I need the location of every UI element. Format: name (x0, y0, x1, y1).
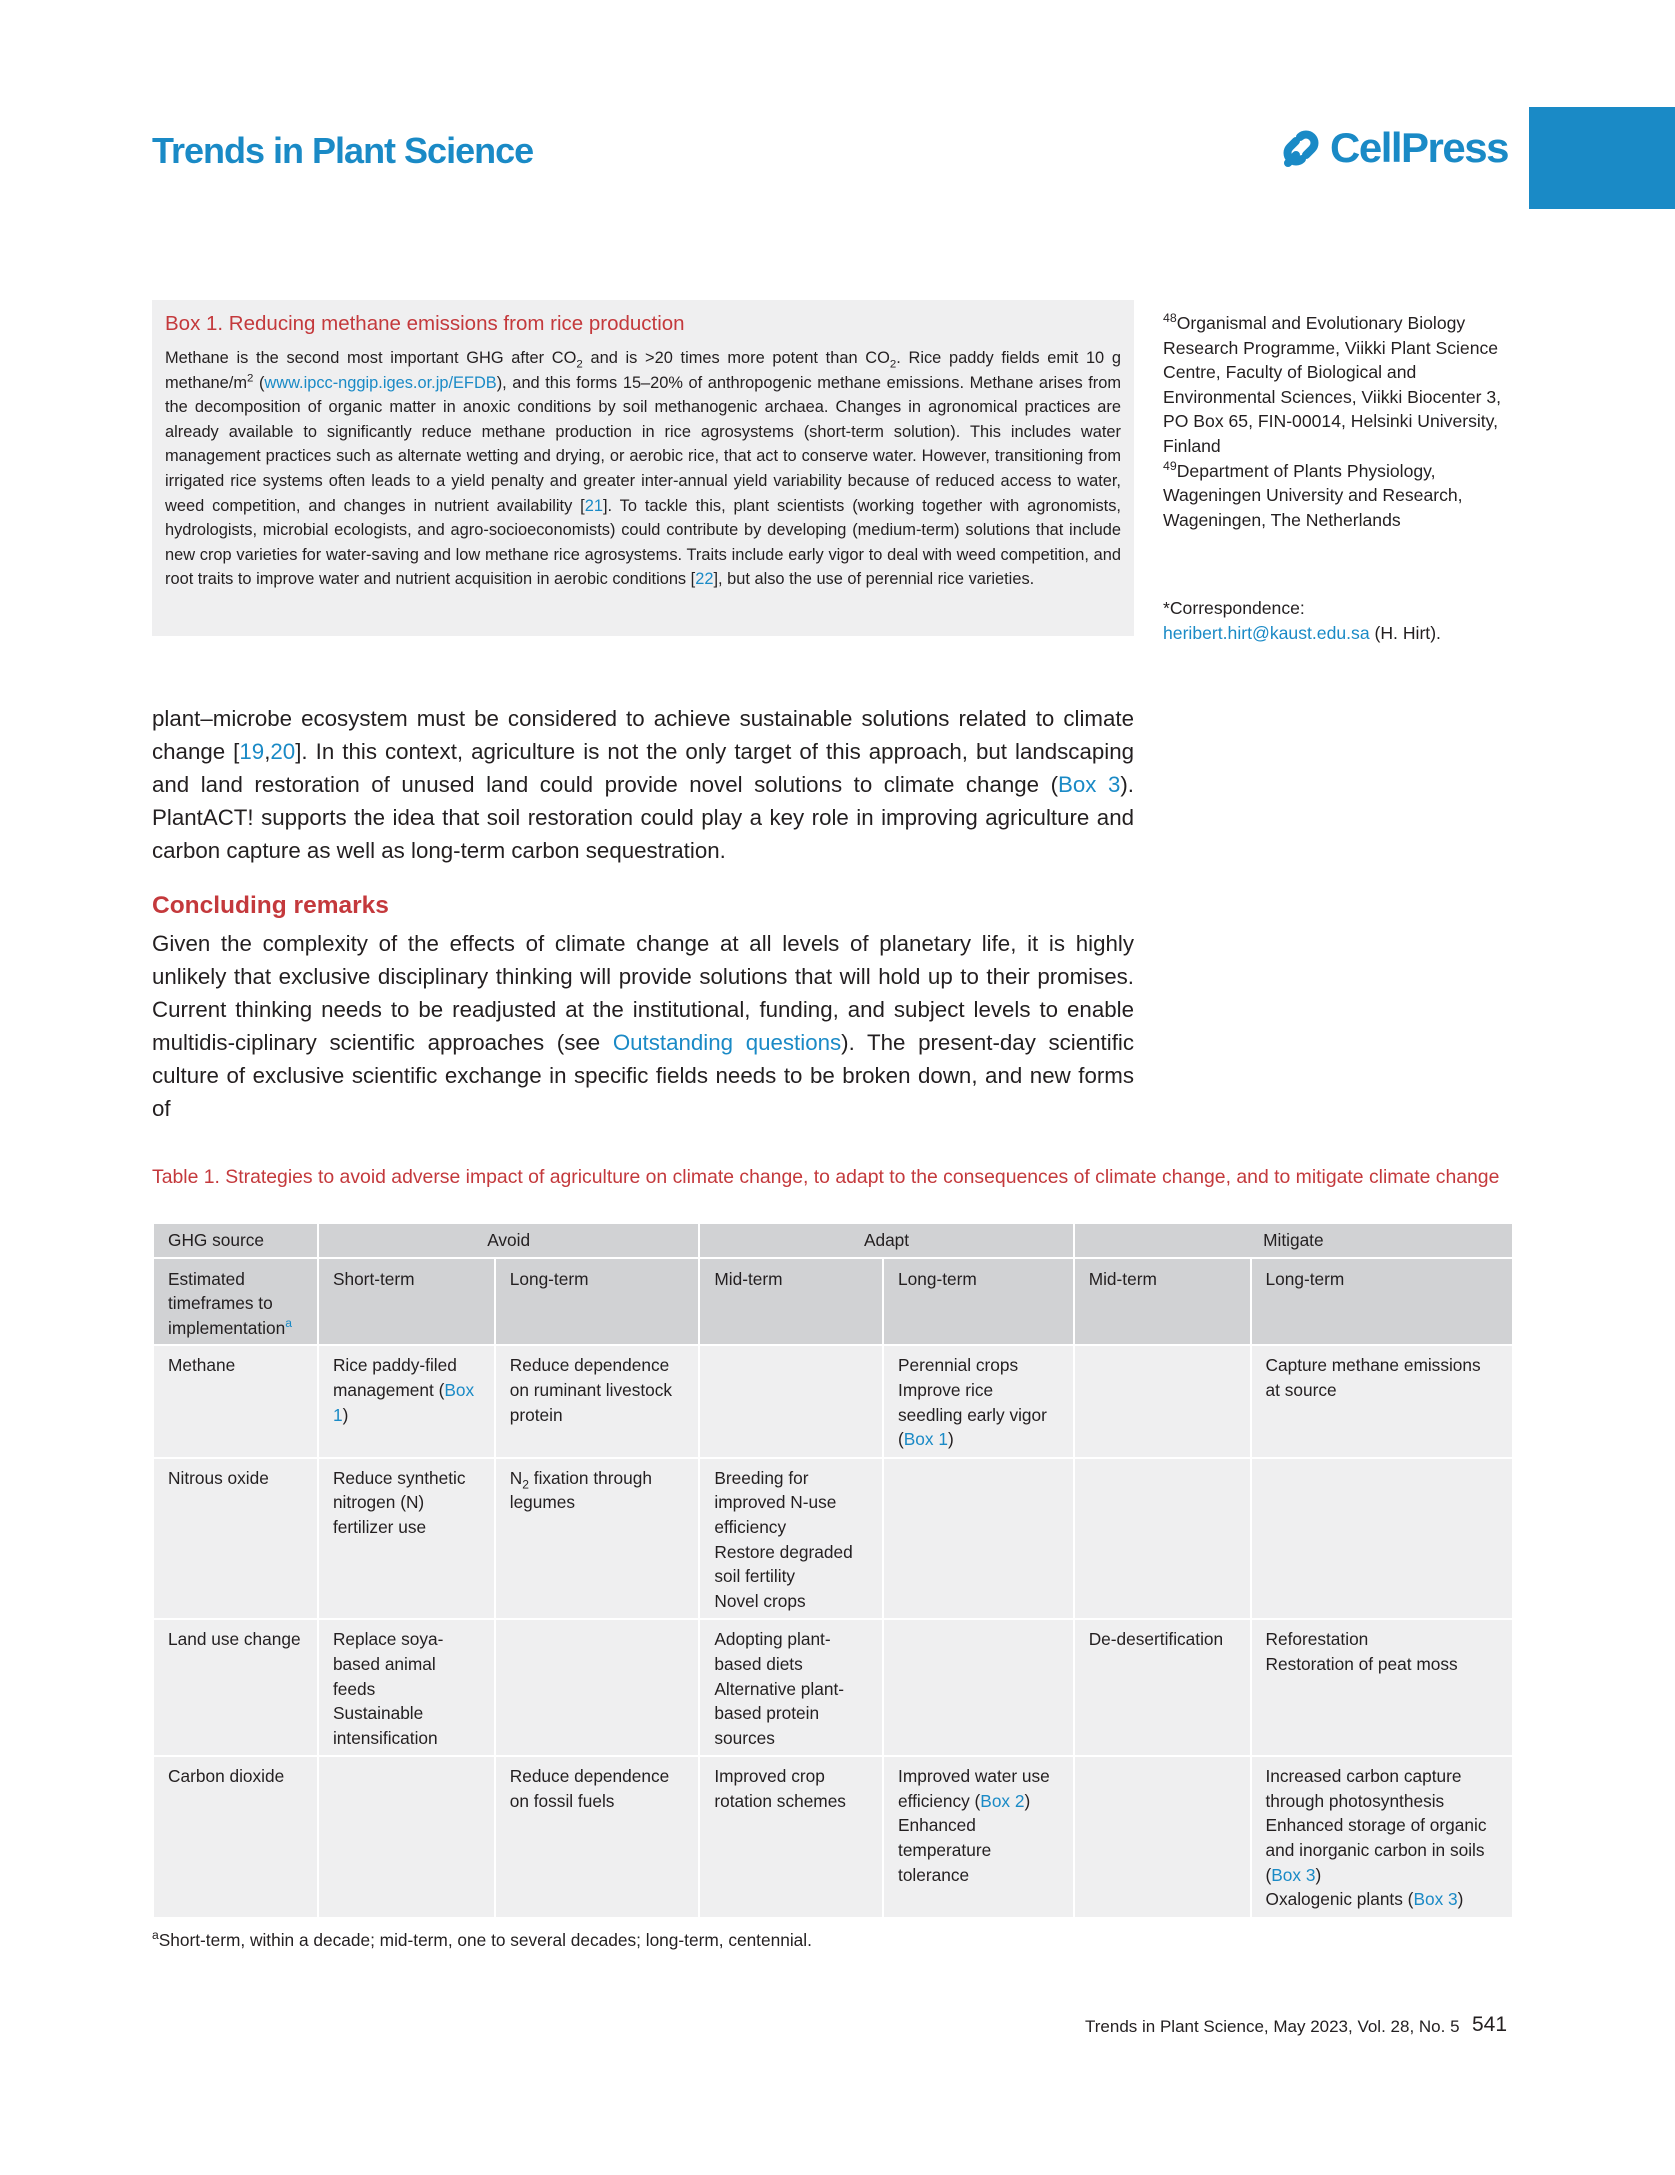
cell: Rice paddy-filed management (Box 1) (318, 1345, 495, 1457)
cell: Improved water use efficiency (Box 2) Enhanced temperature tolerance (883, 1756, 1074, 1918)
cell-source: Land use change (153, 1619, 318, 1756)
header-mid-term-adapt: Mid-term (699, 1258, 883, 1346)
cell-source: Nitrous oxide (153, 1458, 318, 1620)
cell-empty (318, 1756, 495, 1918)
box1-link[interactable]: Box 1 (903, 1429, 948, 1450)
header-ghg-source: GHG source (153, 1223, 318, 1258)
correspondence (1163, 596, 1508, 645)
outstanding-questions-link[interactable]: Outstanding questions (612, 1030, 842, 1055)
cell: $N_2$ fixation through legumes (495, 1458, 700, 1620)
box1-title: Box 1. Reducing methane emissions from rice production (165, 312, 685, 335)
cell: Replace soya-based animal feeds Sustainable intensification (318, 1619, 495, 1756)
header-long-term-mitigate: Long-term (1251, 1258, 1514, 1346)
affiliation-49: $^{49}$Department of Plants Physiology, Wageningen University and Research, Wageningen, The Netherlands (1163, 458, 1463, 530)
cell-empty (495, 1619, 700, 1756)
strategies-table (152, 1222, 1514, 1919)
journal-title: Trends in Plant Science (152, 130, 534, 171)
ref-21-link[interactable]: 21 (584, 496, 603, 515)
correspondence-email-link[interactable]: heribert.hirt@kaust.edu.sa (1163, 622, 1370, 643)
correspondence-label: *Correspondence: (1163, 598, 1305, 618)
cell: Improved crop rotation schemes (699, 1756, 883, 1918)
box3-link[interactable]: Box 3 (1271, 1864, 1316, 1885)
cell-source: Methane (153, 1345, 318, 1457)
header-long-term-adapt: Long-term (883, 1258, 1074, 1346)
header-mitigate: Mitigate (1074, 1223, 1513, 1258)
efdb-link[interactable]: www.ipcc-nggip.iges.or.jp/EFDB (264, 373, 497, 392)
table-row-methane (153, 1345, 1513, 1457)
cell: Capture methane emissions at source (1251, 1345, 1514, 1457)
box3-link[interactable]: Box 3 (1413, 1889, 1458, 1910)
main-text (152, 702, 1134, 1125)
correspondence-name: (H. Hirt). (1369, 622, 1441, 643)
box2-link[interactable]: Box 2 (980, 1790, 1025, 1811)
table-caption: Table 1. Strategies to avoid adverse impact of agriculture on climate change, to adapt to the consequences of climate change, and to mitigate climate change (152, 1166, 1500, 1188)
paragraph-1: plant–microbe ecosystem must be considered to achieve sustainable solutions related to climate change [19,20]. In this context, agriculture is not the only target of this approach, but landscaping and land restoration of unused land could provide novel solutions to climate change (Box 3). PlantACT! supports the idea that soil restoration could play a key role in improving agriculture and carbon capture as well as long-term carbon sequestration. (152, 706, 1135, 863)
table-row-nitrous-oxide (153, 1458, 1513, 1620)
cell: Reduce dependence on fossil fuels (495, 1756, 700, 1918)
header-timeframes: Estimated timeframes to implementation$^a$ (153, 1258, 318, 1346)
table-header-row (153, 1223, 1513, 1258)
cellpress-chain-icon (1278, 127, 1324, 169)
section-heading-concluding-remarks: Concluding remarks (152, 892, 389, 919)
cell: Increased carbon capture through photosynthesis Enhanced storage of organic and inorganic carbon in soils (Box 3) Oxalogenic plants (Box 3) (1251, 1756, 1514, 1918)
cell: Reduce synthetic nitrogen (N) fertilizer use (318, 1458, 495, 1620)
table-row-carbon-dioxide (153, 1756, 1513, 1918)
cell: De-desertification (1074, 1619, 1251, 1756)
table-footnote: $^a$Short-term, within a decade; mid-term, one to several decades; long-term, centennial. (152, 1928, 812, 1950)
header-avoid: Avoid (318, 1223, 699, 1258)
box1-link[interactable]: Box 1 (332, 1379, 475, 1425)
affiliation-48: $^{48}$Organismal and Evolutionary Biology Research Programme, Viikki Plant Science Centre, Faculty of Biological and Environmental Sciences, Viikki Biocenter 3, PO Box 65, FIN-00014, Helsinki University, Finland (1163, 311, 1502, 456)
cell-empty (1074, 1756, 1251, 1918)
table-row-land-use-change (153, 1619, 1513, 1756)
cellpress-logo[interactable] (1278, 124, 1508, 172)
ref-20-link[interactable]: 20 (270, 739, 296, 764)
cellpress-logo-text: CellPress (1330, 124, 1508, 171)
page-corner-tab (1529, 107, 1675, 209)
cell: Perennial crops Improve rice seedling early vigor (Box 1) (883, 1345, 1074, 1457)
cell: Adopting plant-based diets Alternative plant-based protein sources (699, 1619, 883, 1756)
ref-19-link[interactable]: 19 (239, 739, 265, 764)
box3-link[interactable]: Box 3 (1058, 772, 1121, 797)
header-adapt: Adapt (699, 1223, 1073, 1258)
paragraph-2: Given the complexity of the effects of climate change at all levels of planetary life, it is highly unlikely that exclusive disciplinary thinking will provide solutions that will hold up to their promises. Current thinking needs to be readjusted at the institutional, funding, and subject levels to enable multidis-ciplinary scientific approaches (see Outstanding questions). The present-day scientific culture of exclusive scientific exchange in specific fields needs to be broken down, and new forms of (152, 931, 1134, 1121)
header-long-term-avoid: Long-term (495, 1258, 700, 1346)
cell-source: Carbon dioxide (153, 1756, 318, 1918)
page-number: 541 (1472, 2013, 1508, 2036)
cell-empty (883, 1619, 1074, 1756)
cell-empty (1074, 1458, 1251, 1620)
box1-panel (152, 300, 1134, 636)
cell-empty (883, 1458, 1074, 1620)
cell-empty (699, 1345, 883, 1457)
cell: Reforestation Restoration of peat moss (1251, 1619, 1514, 1756)
ref-22-link[interactable]: 22 (695, 570, 714, 589)
box1-body: Methane is the second most important GHG after $CO_2$ and is >20 times more potent than $CO_2$. Rice paddy fields emit 10 g methane/$m^2$ (www.ipcc-nggip.iges.or.jp/EFDB), and this forms 15–20% of anthropogenic methane emissions. Methane arises from the decomposition of organic matter in anoxic conditions by soil methanogenic archaea. Changes in agronomical practices are already available to significantly reduce methane production in rice agrosystems (short-term solution). This includes water management practices such as alternate wetting and drying, or aerobic rice, that act to conserve water. However, transitioning from irrigated rice systems often leads to a yield penalty and greater inter-annual yield variability because of reduced access to water, weed competition, and changes in nutrient availability [21]. To tackle this, plant scientists (working together with agronomists, hydrologists, microbial ecologists, and agro-socioeconomists) could contribute by developing (medium-term) solutions that include new crop varieties for water-saving and low methane rice agrosystems. Traits include early vigor to deal with weed competition, and root traits to improve water and nutrient acquisition in aerobic conditions [22], but also the use of perennial rice varieties. (165, 349, 1121, 589)
page-footer-citation: Trends in Plant Science, May 2023, Vol. 28, No. 5 (1085, 2017, 1460, 2036)
cell-empty (1074, 1345, 1251, 1457)
cell-empty (1251, 1458, 1514, 1620)
table-subheader-row (153, 1258, 1513, 1346)
header-mid-term-mitigate: Mid-term (1074, 1258, 1251, 1346)
cell: Breeding for improved N-use efficiency Restore degraded soil fertility Novel crops (699, 1458, 883, 1620)
cell: Reduce dependence on ruminant livestock protein (495, 1345, 700, 1457)
affiliations (1163, 311, 1508, 532)
header-short-term: Short-term (318, 1258, 495, 1346)
